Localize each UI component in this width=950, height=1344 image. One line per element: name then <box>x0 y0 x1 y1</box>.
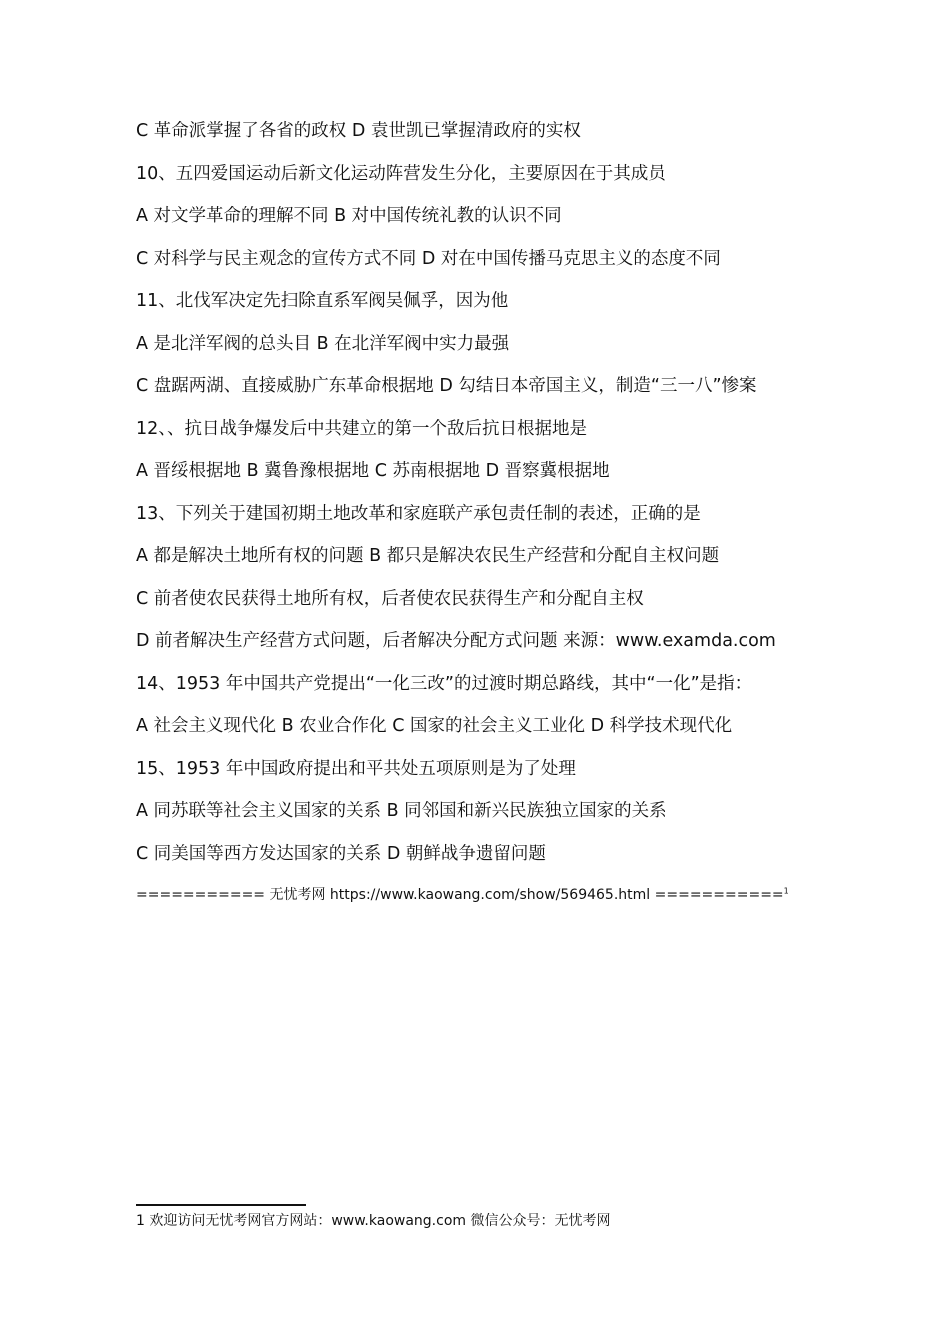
text-line: C 革命派掌握了各省的政权 D 袁世凯已掌握清政府的实权 <box>136 121 581 141</box>
source-separator <box>136 875 836 915</box>
question-13-option-d: D 前者解决生产经营方式问题，后者解决分配方式问题 来源：www.examda.com <box>136 631 776 651</box>
question-14: 14、1953 年中国共产党提出“一化三改”的过渡时期总路线，其中“一化”是指： <box>136 673 753 694</box>
question-10-options-cd: C 对科学与民主观念的宣传方式不同 D 对在中国传播马克思主义的态度不同 <box>136 248 721 269</box>
question-12: 12、、抗日战争爆发后中共建立的第一个敌后抗日根据地是 <box>136 418 588 439</box>
question-13-option-c: C 前者使农民获得土地所有权，后者使农民获得生产和分配自主权 <box>136 588 644 609</box>
question-14-options: A 社会主义现代化 B 农业合作化 C 国家的社会主义工业化 D 科学技术现代化 <box>136 716 733 736</box>
footnote-reference: 1 <box>783 886 789 896</box>
question-11-options-ab: A 是北洋军阀的总头目 B 在北洋军阀中实力最强 <box>136 333 510 354</box>
footnote-divider <box>136 1204 306 1206</box>
question-15-options-ab: A 同苏联等社会主义国家的关系 B 同邻国和新兴民族独立国家的关系 <box>136 801 667 821</box>
question-body <box>136 110 836 915</box>
question-11-options-cd: C 盘踞两湖、直接威胁广东革命根据地 D 勾结日本帝国主义，制造“三一八”惨案 <box>136 376 757 396</box>
question-12-options: A 晋绥根据地 B 冀鲁豫根据地 C 苏南根据地 D 晋察冀根据地 <box>136 461 610 481</box>
question-10: 10、五四爱国运动后新文化运动阵营发生分化，主要原因在于其成员 <box>136 163 666 184</box>
question-10-options-ab: A 对文学革命的理解不同 B 对中国传统礼教的认识不同 <box>136 206 562 226</box>
question-13-options-ab: A 都是解决土地所有权的问题 B 都只是解决农民生产经营和分配自主权问题 <box>136 546 720 566</box>
question-15: 15、1953 年中国政府提出和平共处五项原则是为了处理 <box>136 758 576 779</box>
question-13: 13、下列关于建国初期土地改革和家庭联产承包责任制的表述，正确的是 <box>136 503 701 524</box>
question-15-options-cd: C 同美国等西方发达国家的关系 D 朝鲜战争遗留问题 <box>136 843 546 864</box>
footnote: 1 欢迎访问无忧考网官方网站：www.kaowang.com 微信公众号：无忧考网 <box>136 1213 611 1229</box>
question-11: 11、北伐军决定先扫除直系军阀吴佩孚，因为他 <box>136 291 509 311</box>
source-separator-text: =========== 无忧考网 https://www.kaowang.com/show/569465.html =========== <box>136 887 784 903</box>
